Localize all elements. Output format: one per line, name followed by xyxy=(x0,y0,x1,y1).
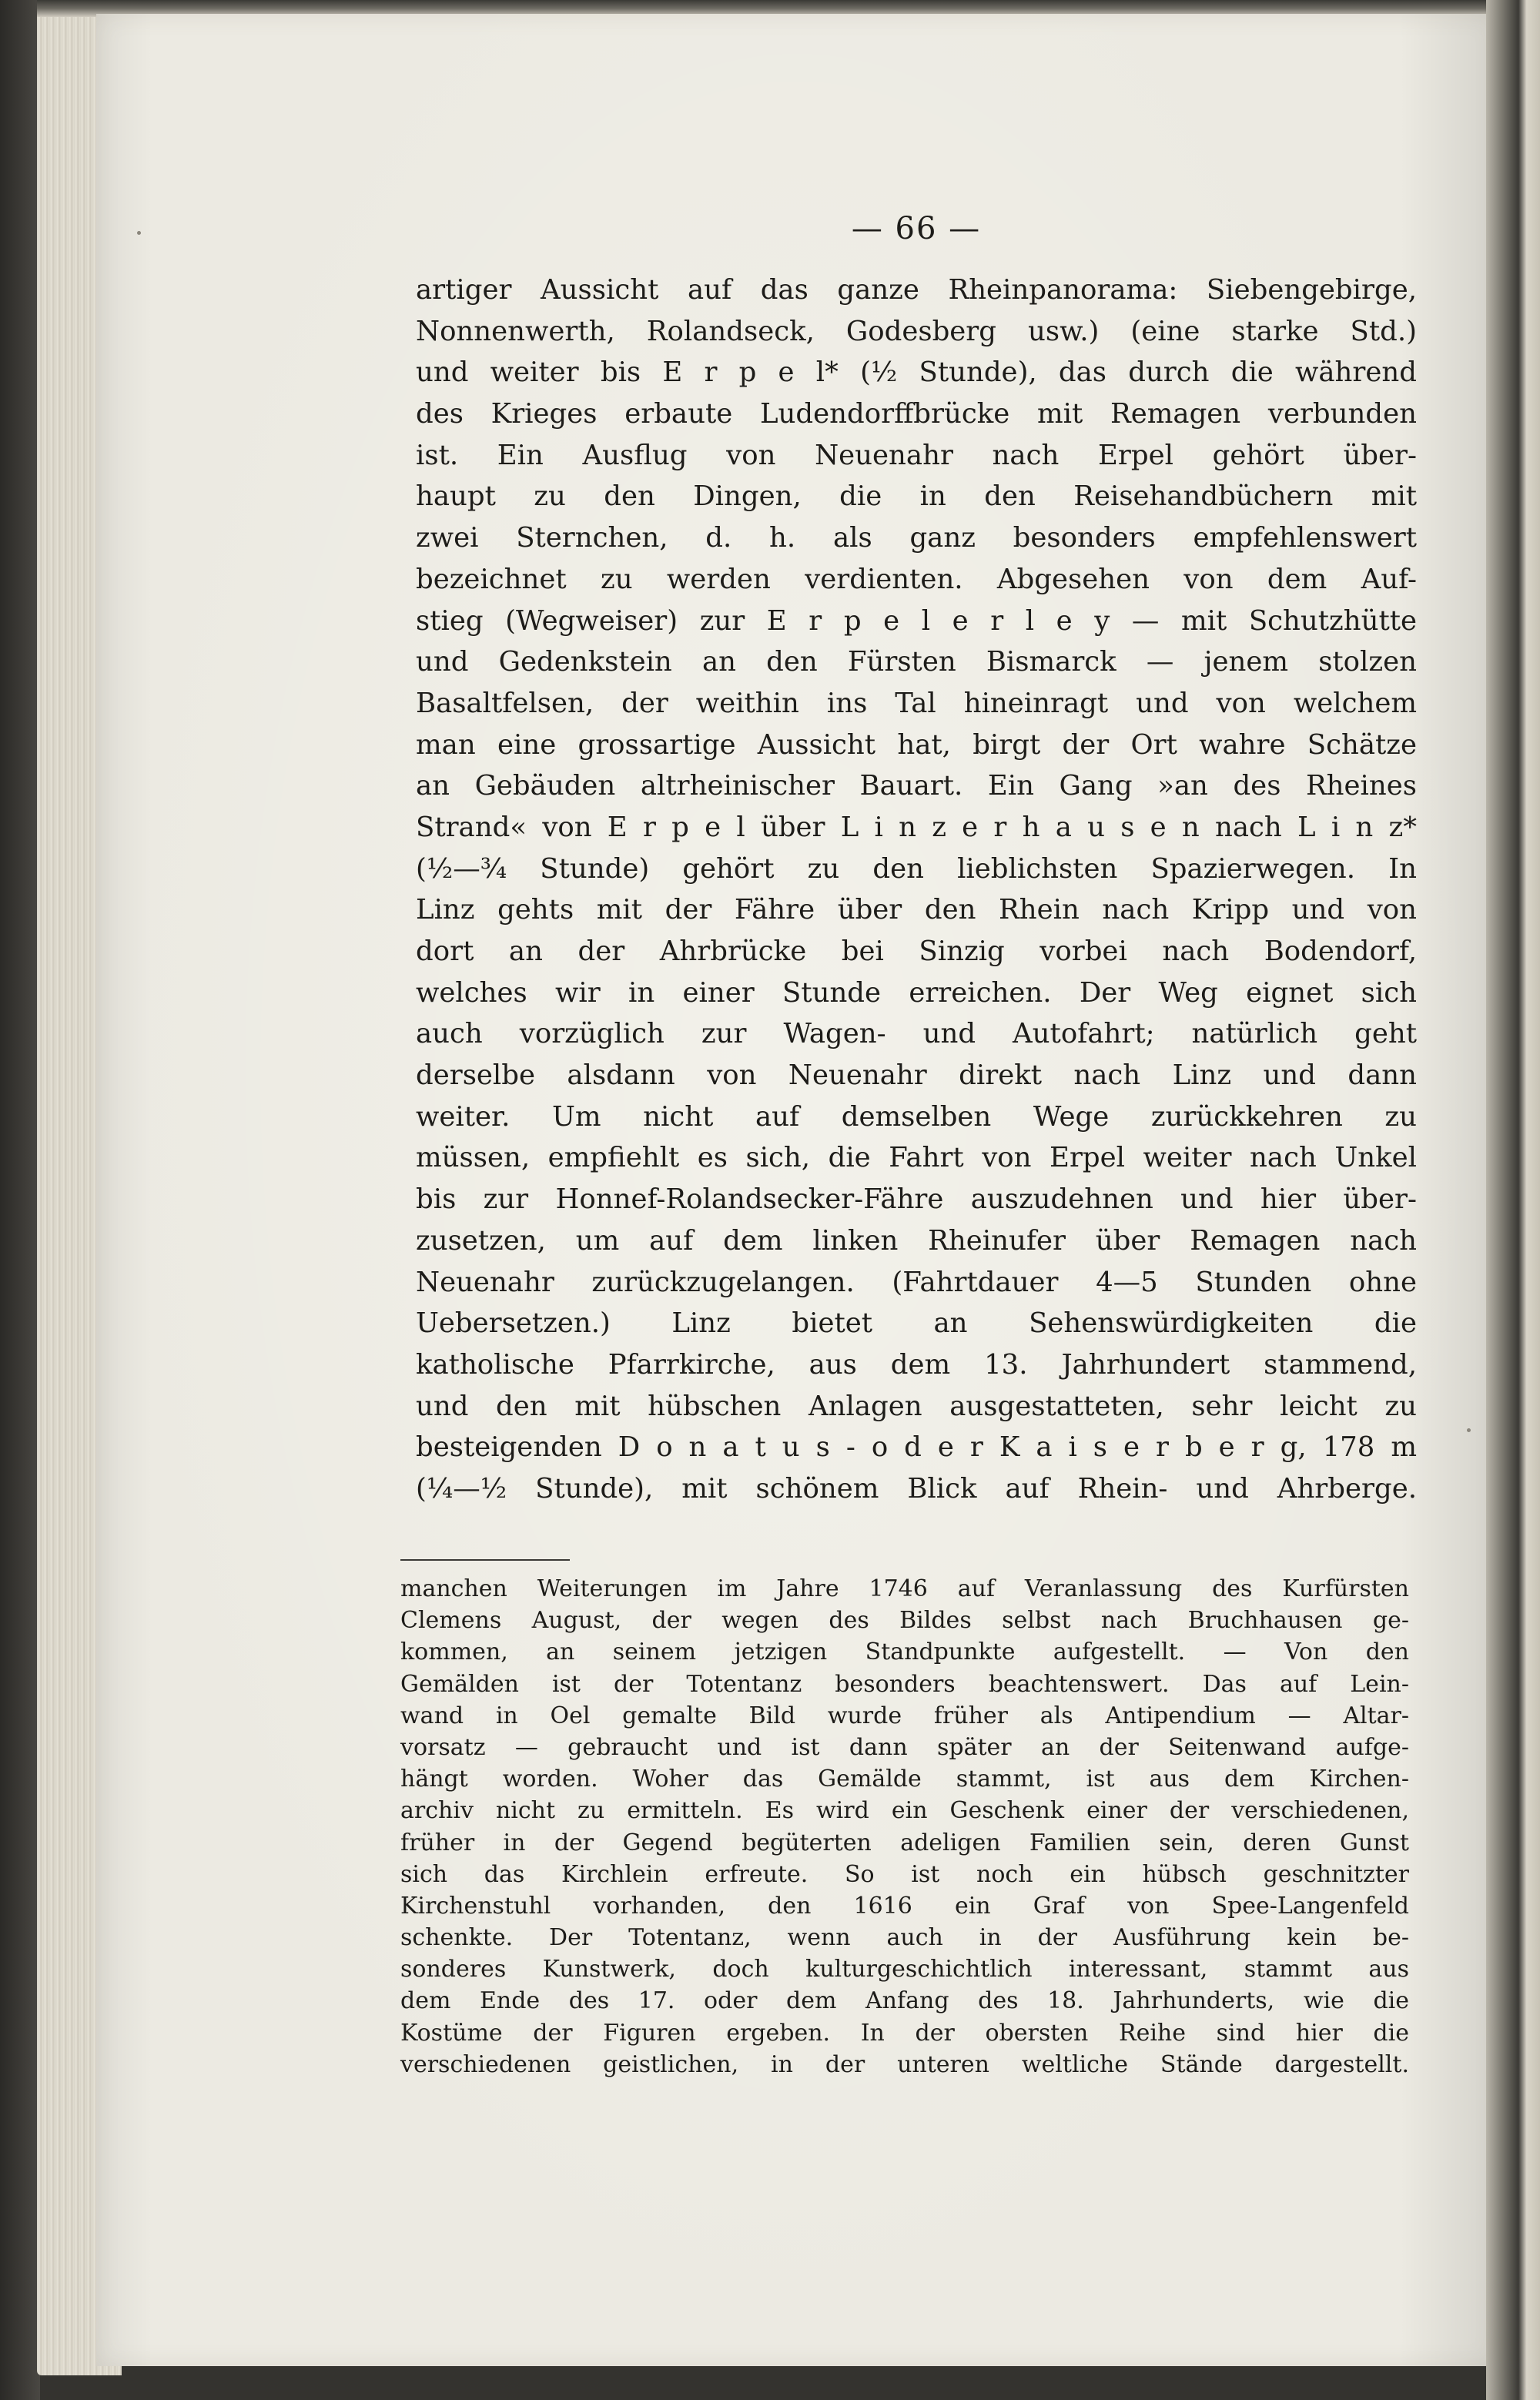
body-line: Uebersetzen.) Linz bietet an Sehenswürdigkeiten die xyxy=(416,1307,1417,1340)
footnote-line: vorsatz — gebraucht und ist dann später an der Seitenwand aufge- xyxy=(400,1733,1409,1761)
footnote-line: manchen Weiterungen im Jahre 1746 auf Veranlassung des Kurfürsten xyxy=(400,1575,1409,1602)
body-line: des Krieges erbaute Ludendorffbrücke mit Remagen verbunden xyxy=(416,398,1417,430)
body-line: auch vorzüglich zur Wagen- und Autofahrt; natürlich geht xyxy=(416,1018,1417,1050)
body-line: weiter. Um nicht auf demselben Wege zurückkehren zu xyxy=(416,1100,1417,1133)
body-line: (¼—½ Stunde), mit schönem Blick auf Rhein- und Ahrberge. xyxy=(416,1472,1417,1505)
page-number: — 66 — xyxy=(851,211,982,246)
body-line: derselbe alsdann von Neuenahr direkt nach Linz und dann xyxy=(416,1059,1417,1092)
body-line: zusetzen, um auf dem linken Rheinufer über Remagen nach xyxy=(416,1224,1417,1257)
body-line: Neuenahr zurückzugelangen. (Fahrtdauer 4—5 Stunden ohne xyxy=(416,1266,1417,1298)
body-line: müssen, empfiehlt es sich, die Fahrt von Erpel weiter nach Unkel xyxy=(416,1142,1417,1174)
body-line: Nonnenwerth, Rolandseck, Godesberg usw.) (eine starke Std.) xyxy=(416,315,1417,347)
main-body-text xyxy=(416,269,1417,1510)
body-line: an Gebäuden altrheinischer Bauart. Ein Gang »an des Rheines xyxy=(416,770,1417,802)
footnote-line: kommen, an seinem jetzigen Standpunkte aufgestellt. — Von den xyxy=(400,1638,1409,1666)
footnote-line: wand in Oel gemalte Bild wurde früher als Antipendium — Altar- xyxy=(400,1702,1409,1729)
footnote-line: verschiedenen geistlichen, in der unteren weltliche Stände dargestellt. xyxy=(400,2050,1409,2078)
backing-board xyxy=(0,0,40,2400)
body-line: katholische Pfarrkirche, aus dem 13. Jahrhundert stammend, xyxy=(416,1348,1417,1381)
body-line: und Gedenkstein an den Fürsten Bismarck — jenem stolzen xyxy=(416,646,1417,678)
body-line: (½—¾ Stunde) gehört zu den lieblichsten Spazierwegen. In xyxy=(416,852,1417,885)
footnote-line: sich das Kirchlein erfreute. So ist noch ein hübsch geschnitzter xyxy=(400,1860,1409,1888)
body-line: besteigenden D o n a t u s - o d e r K a i s e r b e r g, 178 m xyxy=(416,1431,1417,1464)
footnote-line: Kirchenstuhl vorhanden, den 1616 ein Graf von Spee-Langenfeld xyxy=(400,1892,1409,1920)
book-gutter xyxy=(1486,0,1540,2400)
body-line: Linz gehts mit der Fähre über den Rhein nach Kripp und von xyxy=(416,894,1417,926)
footnote-line: archiv nicht zu ermitteln. Es wird ein Geschenk einer der verschiedenen, xyxy=(400,1797,1409,1825)
paper-speck xyxy=(1467,1428,1471,1432)
body-line: bezeichnet zu werden verdienten. Abgesehen von dem Auf- xyxy=(416,563,1417,595)
body-line: artiger Aussicht auf das ganze Rheinpanorama: Siebengebirge, xyxy=(416,274,1417,306)
footnote-separator xyxy=(400,1559,570,1561)
footnote-line: früher in der Gegend begüterten adeligen Familien sein, deren Gunst xyxy=(400,1829,1409,1856)
body-line: dort an der Ahrbrücke bei Sinzig vorbei nach Bodendorf, xyxy=(416,936,1417,967)
paper-speck xyxy=(137,231,141,235)
body-line: Strand« von E r p e l über L i n z e r h a u s e n nach L i n z* xyxy=(416,811,1417,843)
footnote-line: sonderes Kunstwerk, doch kulturgeschichtlich interessant, stammt aus xyxy=(400,1956,1409,1983)
footnote-line: Kostüme der Figuren ergeben. In der obersten Reihe sind hier die xyxy=(400,2019,1409,2047)
body-line: welches wir in einer Stunde erreichen. Der Weg eignet sich xyxy=(416,976,1417,1009)
body-line: und den mit hübschen Anlagen ausgestatteten, sehr leicht zu xyxy=(416,1390,1417,1422)
footnote-line: dem Ende des 17. oder dem Anfang des 18. Jahrhunderts, wie die xyxy=(400,1987,1409,2015)
body-line: zwei Sternchen, d. h. als ganz besonders empfehlenswert xyxy=(416,522,1417,554)
footnote-line: Gemälden ist der Totentanz besonders beachtenswert. Das auf Lein- xyxy=(400,1670,1409,1698)
body-line: und weiter bis E r p e l* (½ Stunde), das durch die während xyxy=(416,356,1417,389)
footnote-line: hängt worden. Woher das Gemälde stammt, ist aus dem Kirchen- xyxy=(400,1766,1409,1793)
body-line: haupt zu den Dingen, die in den Reisehandbüchern mit xyxy=(416,480,1417,513)
footnote-line: Clemens August, der wegen des Bildes selbst nach Bruchhausen ge- xyxy=(400,1607,1409,1635)
footnote-text xyxy=(400,1573,1409,2080)
body-line: ist. Ein Ausflug von Neuenahr nach Erpel gehört über- xyxy=(416,439,1417,471)
body-line: bis zur Honnef-Rolandsecker-Fähre auszudehnen und hier über- xyxy=(416,1183,1417,1216)
footnote-line: schenkte. Der Totentanz, wenn auch in der Ausführung kein be- xyxy=(400,1924,1409,1952)
body-line: stieg (Wegweiser) zur E r p e l e r l e y — mit Schutzhütte xyxy=(416,604,1417,637)
body-line: man eine grossartige Aussicht hat, birgt der Ort wahre Schätze xyxy=(416,728,1417,761)
body-line: Basaltfelsen, der weithin ins Tal hineinragt und von welchem xyxy=(416,687,1417,719)
